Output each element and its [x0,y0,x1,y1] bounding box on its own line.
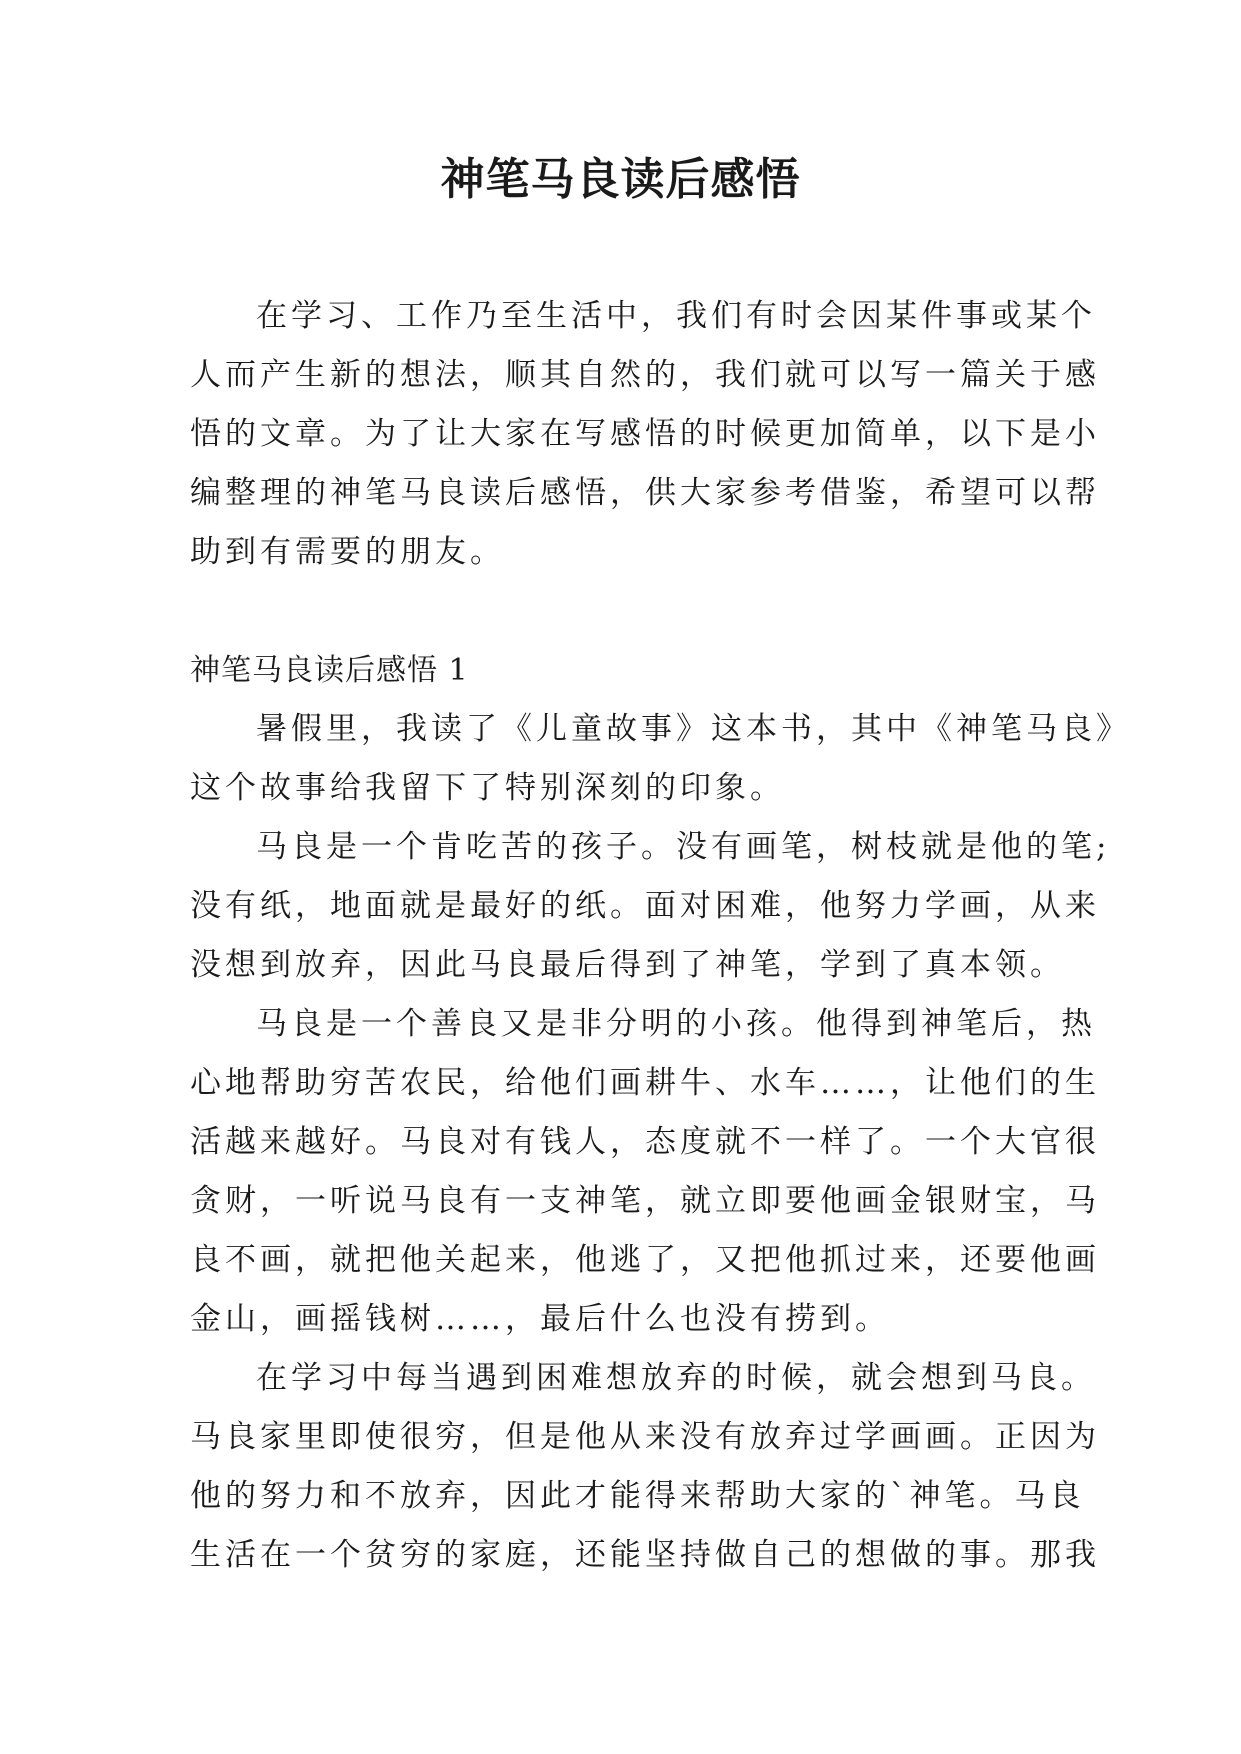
paragraph-line: 良不画，就把他关起来，他逃了，又把他抓过来，还要他画 [190,1242,1100,1278]
intro-line: 编整理的神笔马良读后感悟，供大家参考借鉴，希望可以帮 [190,475,1100,511]
paragraph-line: 没有纸，地面就是最好的纸。面对困难，他努力学画，从来 [190,888,1100,924]
document-body [190,287,1131,1585]
intro-line: 在学习、工作乃至生活中，我们有时会因某件事或某个 [256,298,1096,334]
paragraph-line: 金山，画摇钱树……，最后什么也没有捞到。 [190,1301,890,1337]
document-title: 神笔马良读后感悟 [440,154,801,205]
paragraph-line: 心地帮助穷苦农民，给他们画耕牛、水车……，让他们的生 [190,1065,1100,1101]
paragraph-line: 没想到放弃，因此马良最后得到了神笔，学到了真本领。 [190,947,1065,983]
paragraph-spacer [190,582,1060,641]
intro-line: 悟的文章。为了让大家在写感悟的时候更加简单，以下是小 [190,416,1100,452]
paragraph-line: 马良家里即使很穷，但是他从来没有放弃过学画画。正因为 [190,1419,1100,1455]
section-heading: 神笔马良读后感悟 1 [190,653,469,688]
paragraph-line: 在学习中每当遇到困难想放弃的时候，就会想到马良。 [256,1360,1096,1396]
paragraph-line: 生活在一个贫穷的家庭，还能坚持做自己的想做的事。那我 [190,1537,1100,1573]
paragraph-line: 马良是一个善良又是非分明的小孩。他得到神笔后，热 [256,1006,1096,1042]
intro-line: 助到有需要的朋友。 [190,534,505,570]
paragraph-line: 活越来越好。马良对有钱人，态度就不一样了。一个大官很 [190,1124,1100,1160]
paragraph-line: 马良是一个肯吃苦的孩子。没有画笔，树枝就是他的笔; [256,829,1111,865]
paragraph-line: 贪财，一听说马良有一支神笔，就立即要他画金银财宝，马 [190,1183,1100,1219]
paragraph-line: 这个故事给我留下了特别深刻的印象。 [190,770,785,806]
paragraph-line: 暑假里，我读了《儿童故事》这本书，其中《神笔马良》 [256,711,1131,747]
paragraph-line: 他的努力和不放弃，因此才能得来帮助大家的`神笔。马良 [190,1478,1085,1514]
intro-line: 人而产生新的想法，顺其自然的，我们就可以写一篇关于感 [190,357,1100,393]
